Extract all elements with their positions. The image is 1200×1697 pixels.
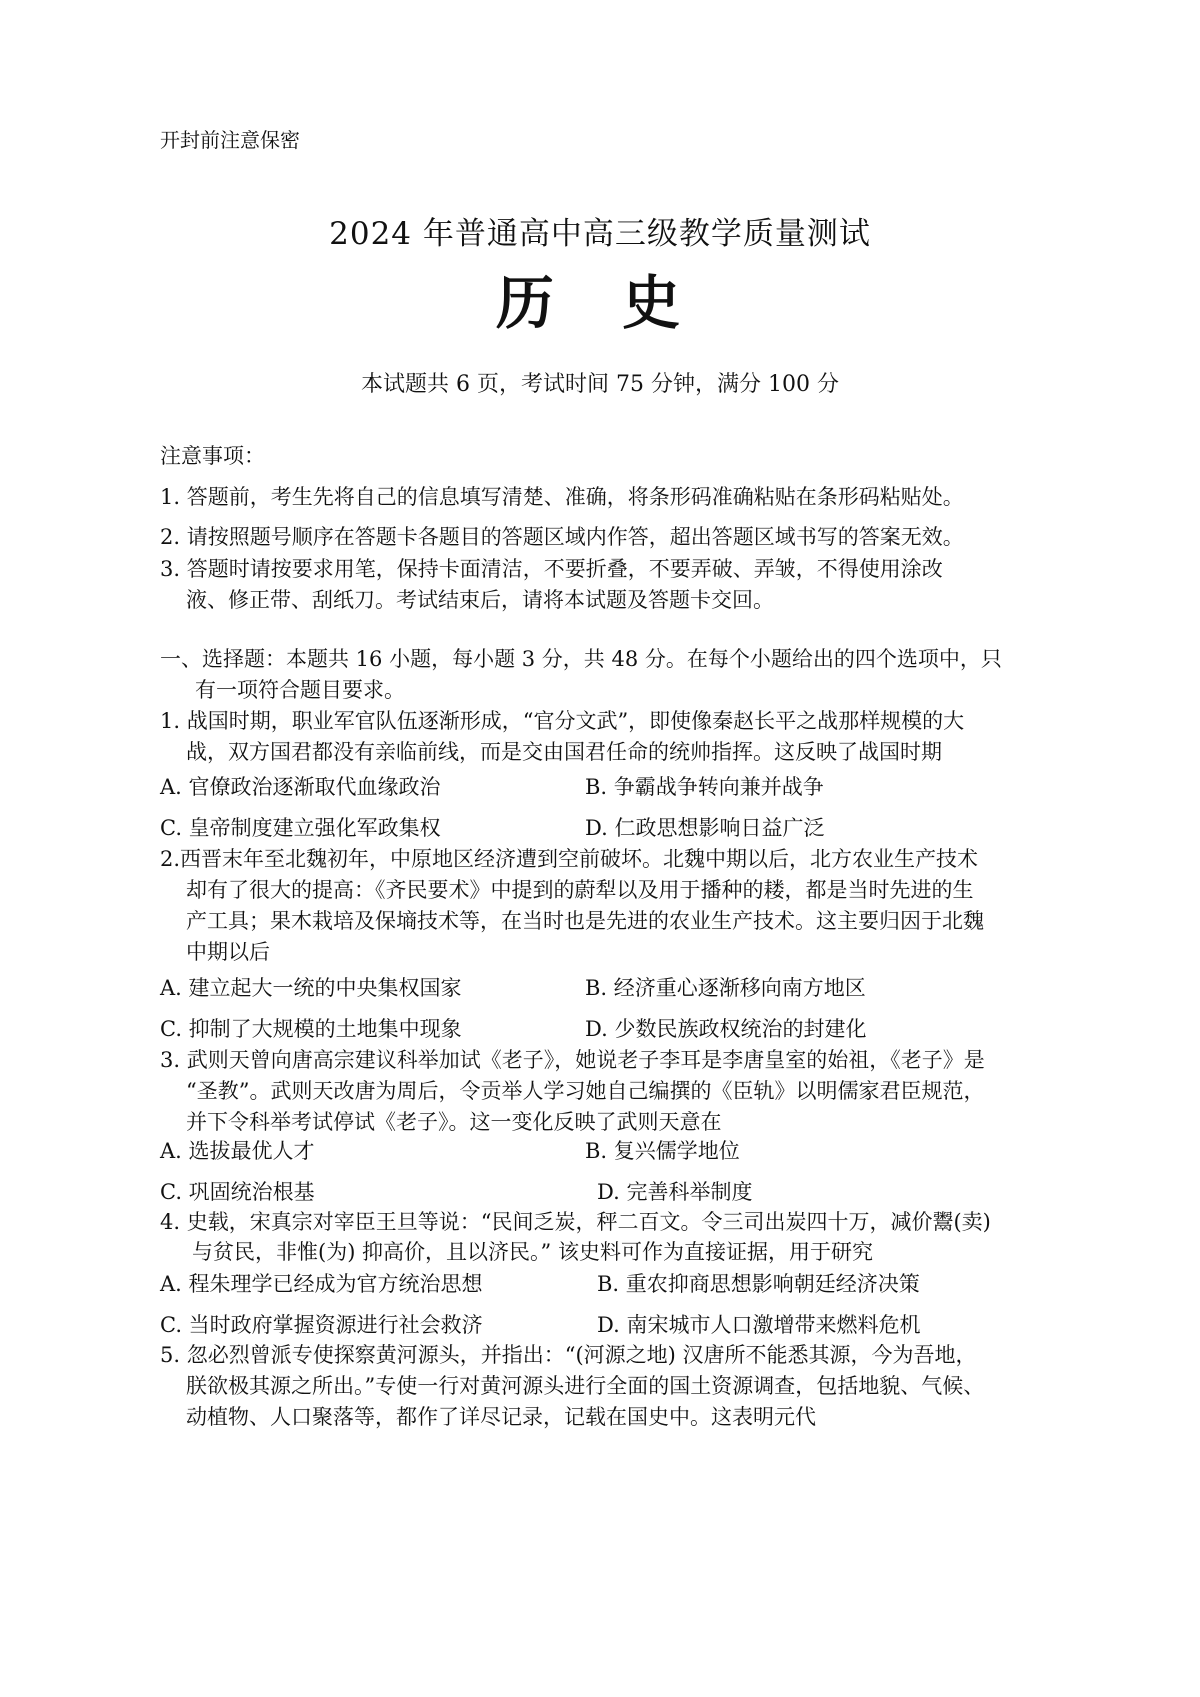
- question-1-option-a: A. 官僚政治逐渐取代血缘政治: [160, 775, 441, 799]
- question-5-stem: 动植物、人口聚落等，都作了详尽记录，记载在国史中。这表明元代: [186, 1405, 816, 1429]
- note-item-2: 2. 请按照题号顺序在答题卡各题目的答题区域内作答，超出答题区域书写的答案无效。: [160, 525, 964, 549]
- notes-heading: 注意事项：: [160, 444, 265, 468]
- section-one-heading: 一、选择题：本题共 16 小题，每小题 3 分，共 48 分。在每个小题给出的四个选项中，只: [160, 647, 1002, 671]
- question-3-option-d: D. 完善科举制度: [597, 1180, 753, 1204]
- question-5-stem: 朕欲极其源之所出。”专使一行对黄河源头进行全面的国土资源调查，包括地貌、气候、: [186, 1374, 985, 1398]
- question-2-option-b: B. 经济重心逐渐移向南方地区: [585, 976, 866, 1000]
- confidential-note: 开封前注意保密: [160, 128, 300, 152]
- question-3-stem: 3. 武则天曾向唐高宗建议科举加试《老子》，她说老子李耳是李唐皇室的始祖，《老子》是: [160, 1048, 985, 1072]
- question-1-option-d: D. 仁政思想影响日益广泛: [585, 816, 825, 840]
- question-2-stem: 2.西晋末年至北魏初年，中原地区经济遭到空前破坏。北魏中期以后，北方农业生产技术: [160, 847, 979, 871]
- question-4-option-a: A. 程朱理学已经成为官方统治思想: [160, 1272, 483, 1296]
- question-3-stem: “圣教”。武则天改唐为周后，令贡举人学习她自己编撰的《臣轨》以明儒家君臣规范，: [186, 1079, 985, 1103]
- question-2-option-c: C. 抑制了大规模的土地集中现象: [160, 1017, 462, 1041]
- exam-info: 本试题共 6 页，考试时间 75 分钟，满分 100 分: [361, 372, 839, 397]
- question-2-option-d: D. 少数民族政权统治的封建化: [585, 1017, 867, 1041]
- question-4-stem: 4. 史载，宋真宗对宰臣王旦等说：“民间乏炭，秤二百文。令三司出炭四十万，减价鬻(卖): [160, 1210, 991, 1234]
- note-item-1: 1. 答题前，考生先将自己的信息填写清楚、准确，将条形码准确粘贴在条形码粘贴处。: [160, 485, 964, 509]
- question-2-stem: 却有了很大的提高：《齐民要术》中提到的蔚犁以及用于播种的耧，都是当时先进的生: [186, 878, 974, 902]
- exam-title: 2024 年普通高中高三级教学质量测试: [329, 216, 871, 252]
- question-3-option-a: A. 选拔最优人才: [160, 1139, 315, 1163]
- question-3-stem: 并下令科举考试停试《老子》。这一变化反映了武则天意在: [186, 1110, 722, 1134]
- question-2-stem: 中期以后: [186, 940, 270, 964]
- question-4-option-c: C. 当时政府掌握资源进行社会救济: [160, 1313, 483, 1337]
- subject-title: 历 史: [495, 269, 705, 337]
- question-4-stem: 与贫民，非惟(为) 抑高价，且以济民。” 该史料可作为直接证据，用于研究: [192, 1240, 873, 1264]
- question-2-stem: 产工具；果木栽培及保墒技术等，在当时也是先进的农业生产技术。这主要归因于北魏: [186, 909, 984, 933]
- question-1-stem: 1. 战国时期，职业军官队伍逐渐形成，“官分文武”，即使像秦赵长平之战那样规模的大: [160, 709, 965, 733]
- question-5-stem: 5. 忽必烈曾派专使探察黄河源头，并指出：“(河源之地) 汉唐所不能悉其源，今为吾地，: [160, 1343, 977, 1367]
- question-3-option-b: B. 复兴儒学地位: [585, 1139, 740, 1163]
- note-item-3: 3. 答题时请按要求用笔，保持卡面清洁，不要折叠，不要弄破、弄皱，不得使用涂改: [160, 557, 943, 581]
- question-4-option-d: D. 南宋城市人口激增带来燃料危机: [597, 1313, 921, 1337]
- section-one-heading-cont: 有一项符合题目要求。: [195, 678, 405, 702]
- question-1-option-c: C. 皇帝制度建立强化军政集权: [160, 816, 441, 840]
- question-2-option-a: A. 建立起大一统的中央集权国家: [160, 976, 462, 1000]
- note-item-3-cont: 液、修正带、刮纸刀。考试结束后，请将本试题及答题卡交回。: [186, 588, 774, 612]
- question-1-option-b: B. 争霸战争转向兼并战争: [585, 775, 824, 799]
- question-1-stem: 战，双方国君都没有亲临前线，而是交由国君任命的统帅指挥。这反映了战国时期: [186, 740, 942, 764]
- question-3-option-c: C. 巩固统治根基: [160, 1180, 315, 1204]
- question-4-option-b: B. 重农抑商思想影响朝廷经济决策: [597, 1272, 920, 1296]
